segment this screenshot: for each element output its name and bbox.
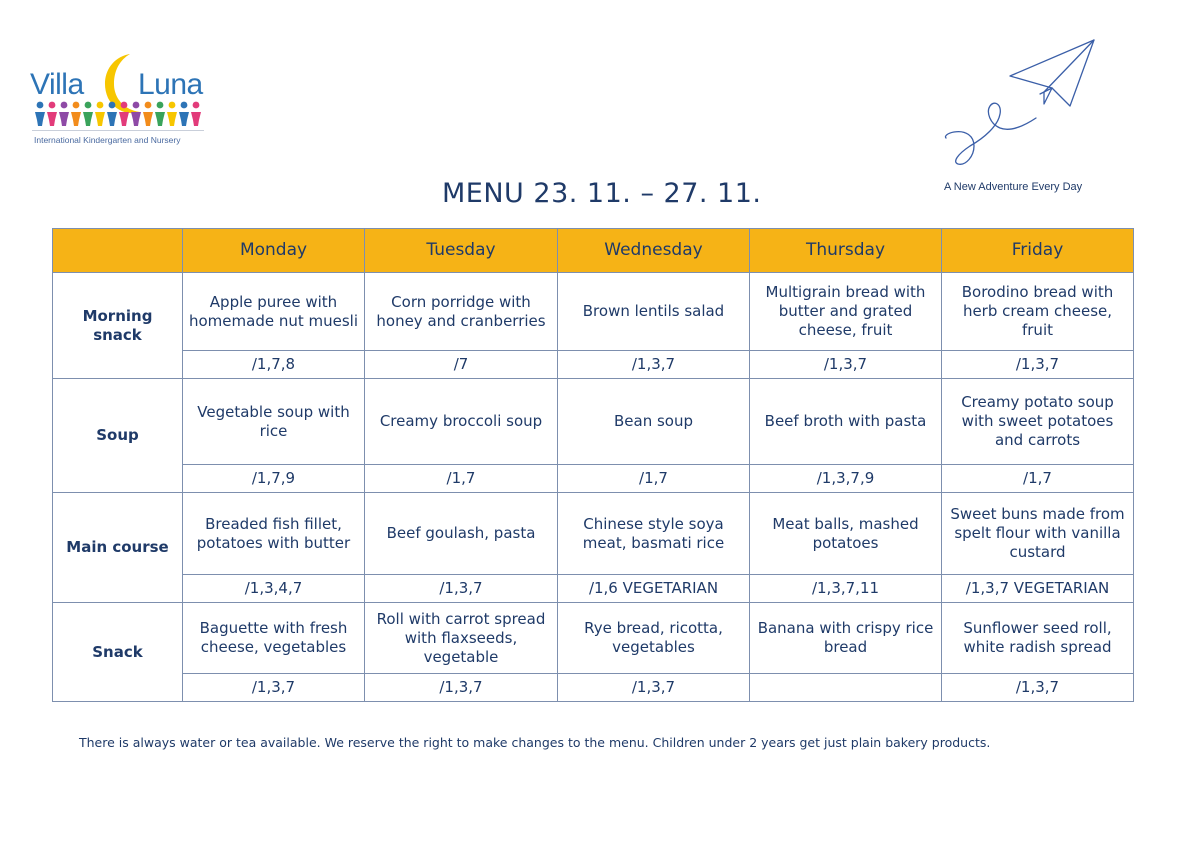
dish-cell: Sunflower seed roll, white radish spread xyxy=(942,603,1134,674)
dish-cell: Meat balls, mashed potatoes xyxy=(750,493,942,575)
child-figure xyxy=(35,102,45,126)
table-row xyxy=(53,379,1134,465)
day-header-tuesday: Tuesday xyxy=(365,229,558,273)
child-figure xyxy=(47,102,57,126)
day-header-monday: Monday xyxy=(183,229,365,273)
allergen-cell: /1,3,4,7 xyxy=(183,575,365,603)
child-figure xyxy=(119,102,129,126)
child-figure xyxy=(131,102,141,126)
dish-cell: Sweet buns made from spelt flour with vanilla custard xyxy=(942,493,1134,575)
logo-name-luna: Luna xyxy=(138,68,203,101)
page-title: MENU 23. 11. – 27. 11. xyxy=(442,178,762,209)
allergen-cell xyxy=(750,674,942,702)
table-row xyxy=(53,603,1134,674)
header-corner xyxy=(53,229,183,273)
allergen-cell: /1,7,8 xyxy=(183,351,365,379)
meal-label: Soup xyxy=(53,379,183,493)
allergen-cell: /1,3,7,11 xyxy=(750,575,942,603)
dish-cell: Roll with carrot spread with flaxseeds, vegetable xyxy=(365,603,558,674)
logo-tagline: International Kindergarten and Nursery xyxy=(34,135,181,145)
dish-cell: Beef goulash, pasta xyxy=(365,493,558,575)
child-figure xyxy=(143,102,153,126)
dish-cell: Baguette with fresh cheese, vegetables xyxy=(183,603,365,674)
allergen-cell: /1,3,7 xyxy=(365,674,558,702)
child-figure xyxy=(95,102,105,126)
child-figure xyxy=(83,102,93,126)
allergen-cell: /1,3,7 xyxy=(365,575,558,603)
allergen-cell: /1,3,7 xyxy=(558,674,750,702)
day-header-thursday: Thursday xyxy=(750,229,942,273)
allergen-cell: /1,7,9 xyxy=(183,465,365,493)
allergen-cell: /1,3,7 xyxy=(558,351,750,379)
child-figure xyxy=(59,102,69,126)
dish-cell: Apple puree with homemade nut muesli xyxy=(183,273,365,351)
dish-cell: Bean soup xyxy=(558,379,750,465)
day-header-friday: Friday xyxy=(942,229,1134,273)
allergen-cell: /1,3,7,9 xyxy=(750,465,942,493)
dish-cell: Beef broth with pasta xyxy=(750,379,942,465)
allergen-cell: /1,3,7 xyxy=(942,351,1134,379)
allergen-cell: /1,7 xyxy=(558,465,750,493)
dish-cell: Borodino bread with herb cream cheese, fruit xyxy=(942,273,1134,351)
dish-cell: Brown lentils salad xyxy=(558,273,750,351)
day-header-row xyxy=(53,229,1134,273)
allergen-cell: /1,7 xyxy=(942,465,1134,493)
children-row-icon xyxy=(34,100,206,126)
logo-name-villa: Villa xyxy=(30,68,84,101)
child-figure xyxy=(107,102,117,126)
meal-label: Morning snack xyxy=(53,273,183,379)
dish-cell: Corn porridge with honey and cranberries xyxy=(365,273,558,351)
paper-plane-icon xyxy=(940,36,1105,171)
child-figure xyxy=(167,102,177,126)
slogan: A New Adventure Every Day xyxy=(944,181,1083,193)
table-row xyxy=(53,351,1134,379)
dish-cell: Vegetable soup with rice xyxy=(183,379,365,465)
allergen-cell: /1,7 xyxy=(365,465,558,493)
villa-luna-logo xyxy=(28,50,208,150)
dish-cell: Multigrain bread with butter and grated cheese, fruit xyxy=(750,273,942,351)
child-figure xyxy=(71,102,81,126)
child-figure xyxy=(179,102,189,126)
table-row xyxy=(53,674,1134,702)
table-row xyxy=(53,493,1134,575)
day-header-wednesday: Wednesday xyxy=(558,229,750,273)
allergen-cell: /1,3,7 xyxy=(183,674,365,702)
allergen-cell: /1,3,7 xyxy=(750,351,942,379)
meal-label: Main course xyxy=(53,493,183,603)
dish-cell: Chinese style soya meat, basmati rice xyxy=(558,493,750,575)
allergen-cell: /1,3,7 VEGETARIAN xyxy=(942,575,1134,603)
menu-table xyxy=(52,228,1134,702)
dish-cell: Creamy broccoli soup xyxy=(365,379,558,465)
child-figure xyxy=(155,102,165,126)
allergen-cell: /1,3,7 xyxy=(942,674,1134,702)
logo-divider xyxy=(32,130,204,131)
allergen-cell: /7 xyxy=(365,351,558,379)
meal-label: Snack xyxy=(53,603,183,702)
table-row xyxy=(53,465,1134,493)
dish-cell: Creamy potato soup with sweet potatoes and carrots xyxy=(942,379,1134,465)
dish-cell: Breaded fish fillet, potatoes with butter xyxy=(183,493,365,575)
table-row xyxy=(53,575,1134,603)
allergen-cell: /1,6 VEGETARIAN xyxy=(558,575,750,603)
dish-cell: Rye bread, ricotta, vegetables xyxy=(558,603,750,674)
footer-note: There is always water or tea available. We reserve the right to make changes to the menu. Children under 2 years get just plain bakery products. xyxy=(79,735,991,750)
child-figure xyxy=(191,102,201,126)
table-row xyxy=(53,273,1134,351)
dish-cell: Banana with crispy rice bread xyxy=(750,603,942,674)
